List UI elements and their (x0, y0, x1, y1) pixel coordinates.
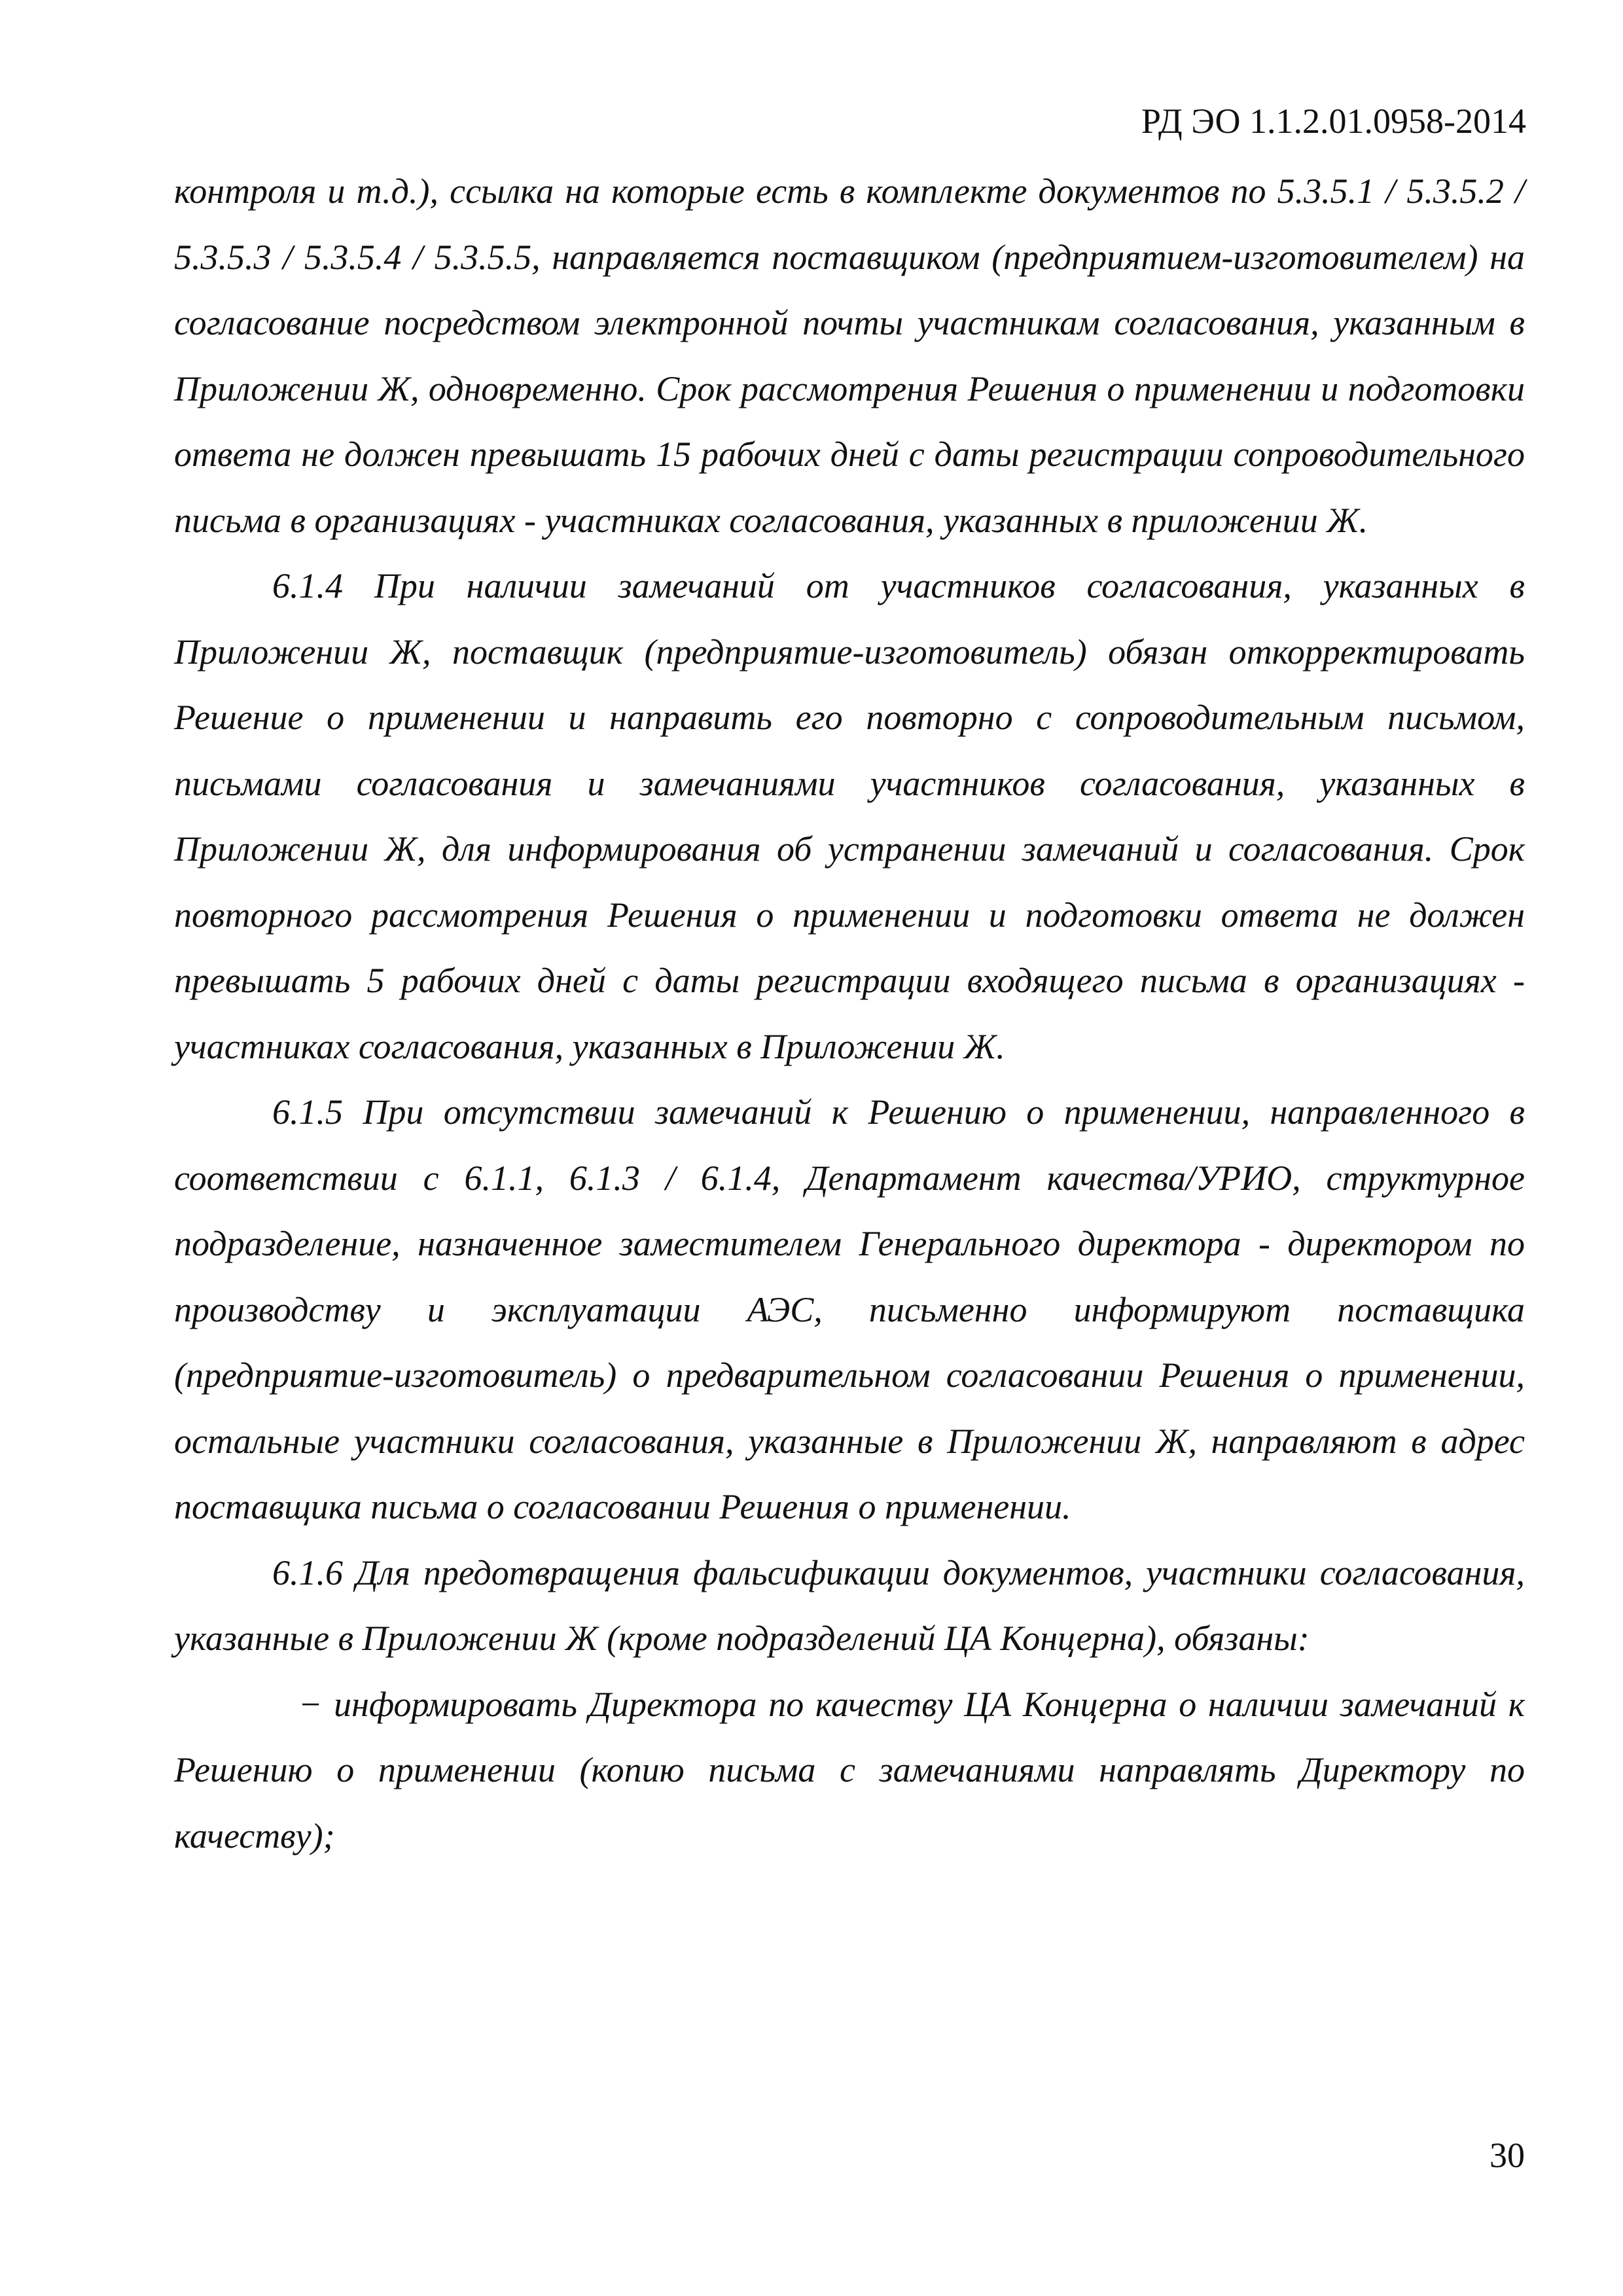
page-number: 30 (1489, 2136, 1525, 2175)
paragraph-6-1-4: 6.1.4 При наличии замечаний от участников согласования, указанных в Приложении Ж, поставщик (предприятие-изготовитель) обязан откорректировать Решение о применении и направить его повторно с сопроводительным письмом, письмами согласования и замечаниями участников согласования, указанных в Приложении Ж, для информирования об устранении замечаний и согласования. Срок повторного рассмотрения Решения о применении и подготовки ответа не должен превышать 5 рабочих дней с даты регистрации входящего письма в организациях - участниках согласования, указанных в Приложении Ж. (174, 566, 1525, 1066)
paragraph-6-1-6: 6.1.6 Для предотвращения фальсификации документов, участники согласования, указанные в Приложении Ж (кроме подразделений ЦА Концерна), обязаны: (174, 1552, 1525, 1658)
document-code: РД ЭО 1.1.2.01.0958-2014 (1141, 101, 1526, 141)
paragraph-continuation: контроля и т.д.), ссылка на которые есть в комплекте документов по 5.3.5.1 / 5.3.5.2 / 5.3.5.3 / 5.3.5.4 / 5.3.5.5, направляется поставщиком (предприятием-изготовителем) на согласование посредством электронной почты участникам согласования, указанным в Приложении Ж, одновременно. Срок рассмотрения Решения о применении и подготовки ответа не должен превышать 15 рабочих дней с даты регистрации сопроводительного письма в организациях - участниках согласования, указанных в приложении Ж. (174, 171, 1525, 540)
list-item-dash: − информировать Директора по качеству ЦА Концерна о наличии замечаний к Решению о применении (копию письма с замечаниями направлять Директору по качеству); (174, 1684, 1525, 1856)
paragraph-6-1-5: 6.1.5 При отсутствии замечаний к Решению о применении, направленного в соответствии с 6.1.1, 6.1.3 / 6.1.4, Департамент качества/УРИО, структурное подразделение, назначенное заместителем Генерального директора - директором по производству и эксплуатации АЭС, письменно информируют поставщика (предприятие-изготовитель) о предварительном согласовании Решения о применении, остальные участники согласования, указанные в Приложении Ж, направляют в адрес поставщика письма о согласовании Решения о применении. (174, 1092, 1525, 1526)
document-body (174, 158, 1525, 1869)
